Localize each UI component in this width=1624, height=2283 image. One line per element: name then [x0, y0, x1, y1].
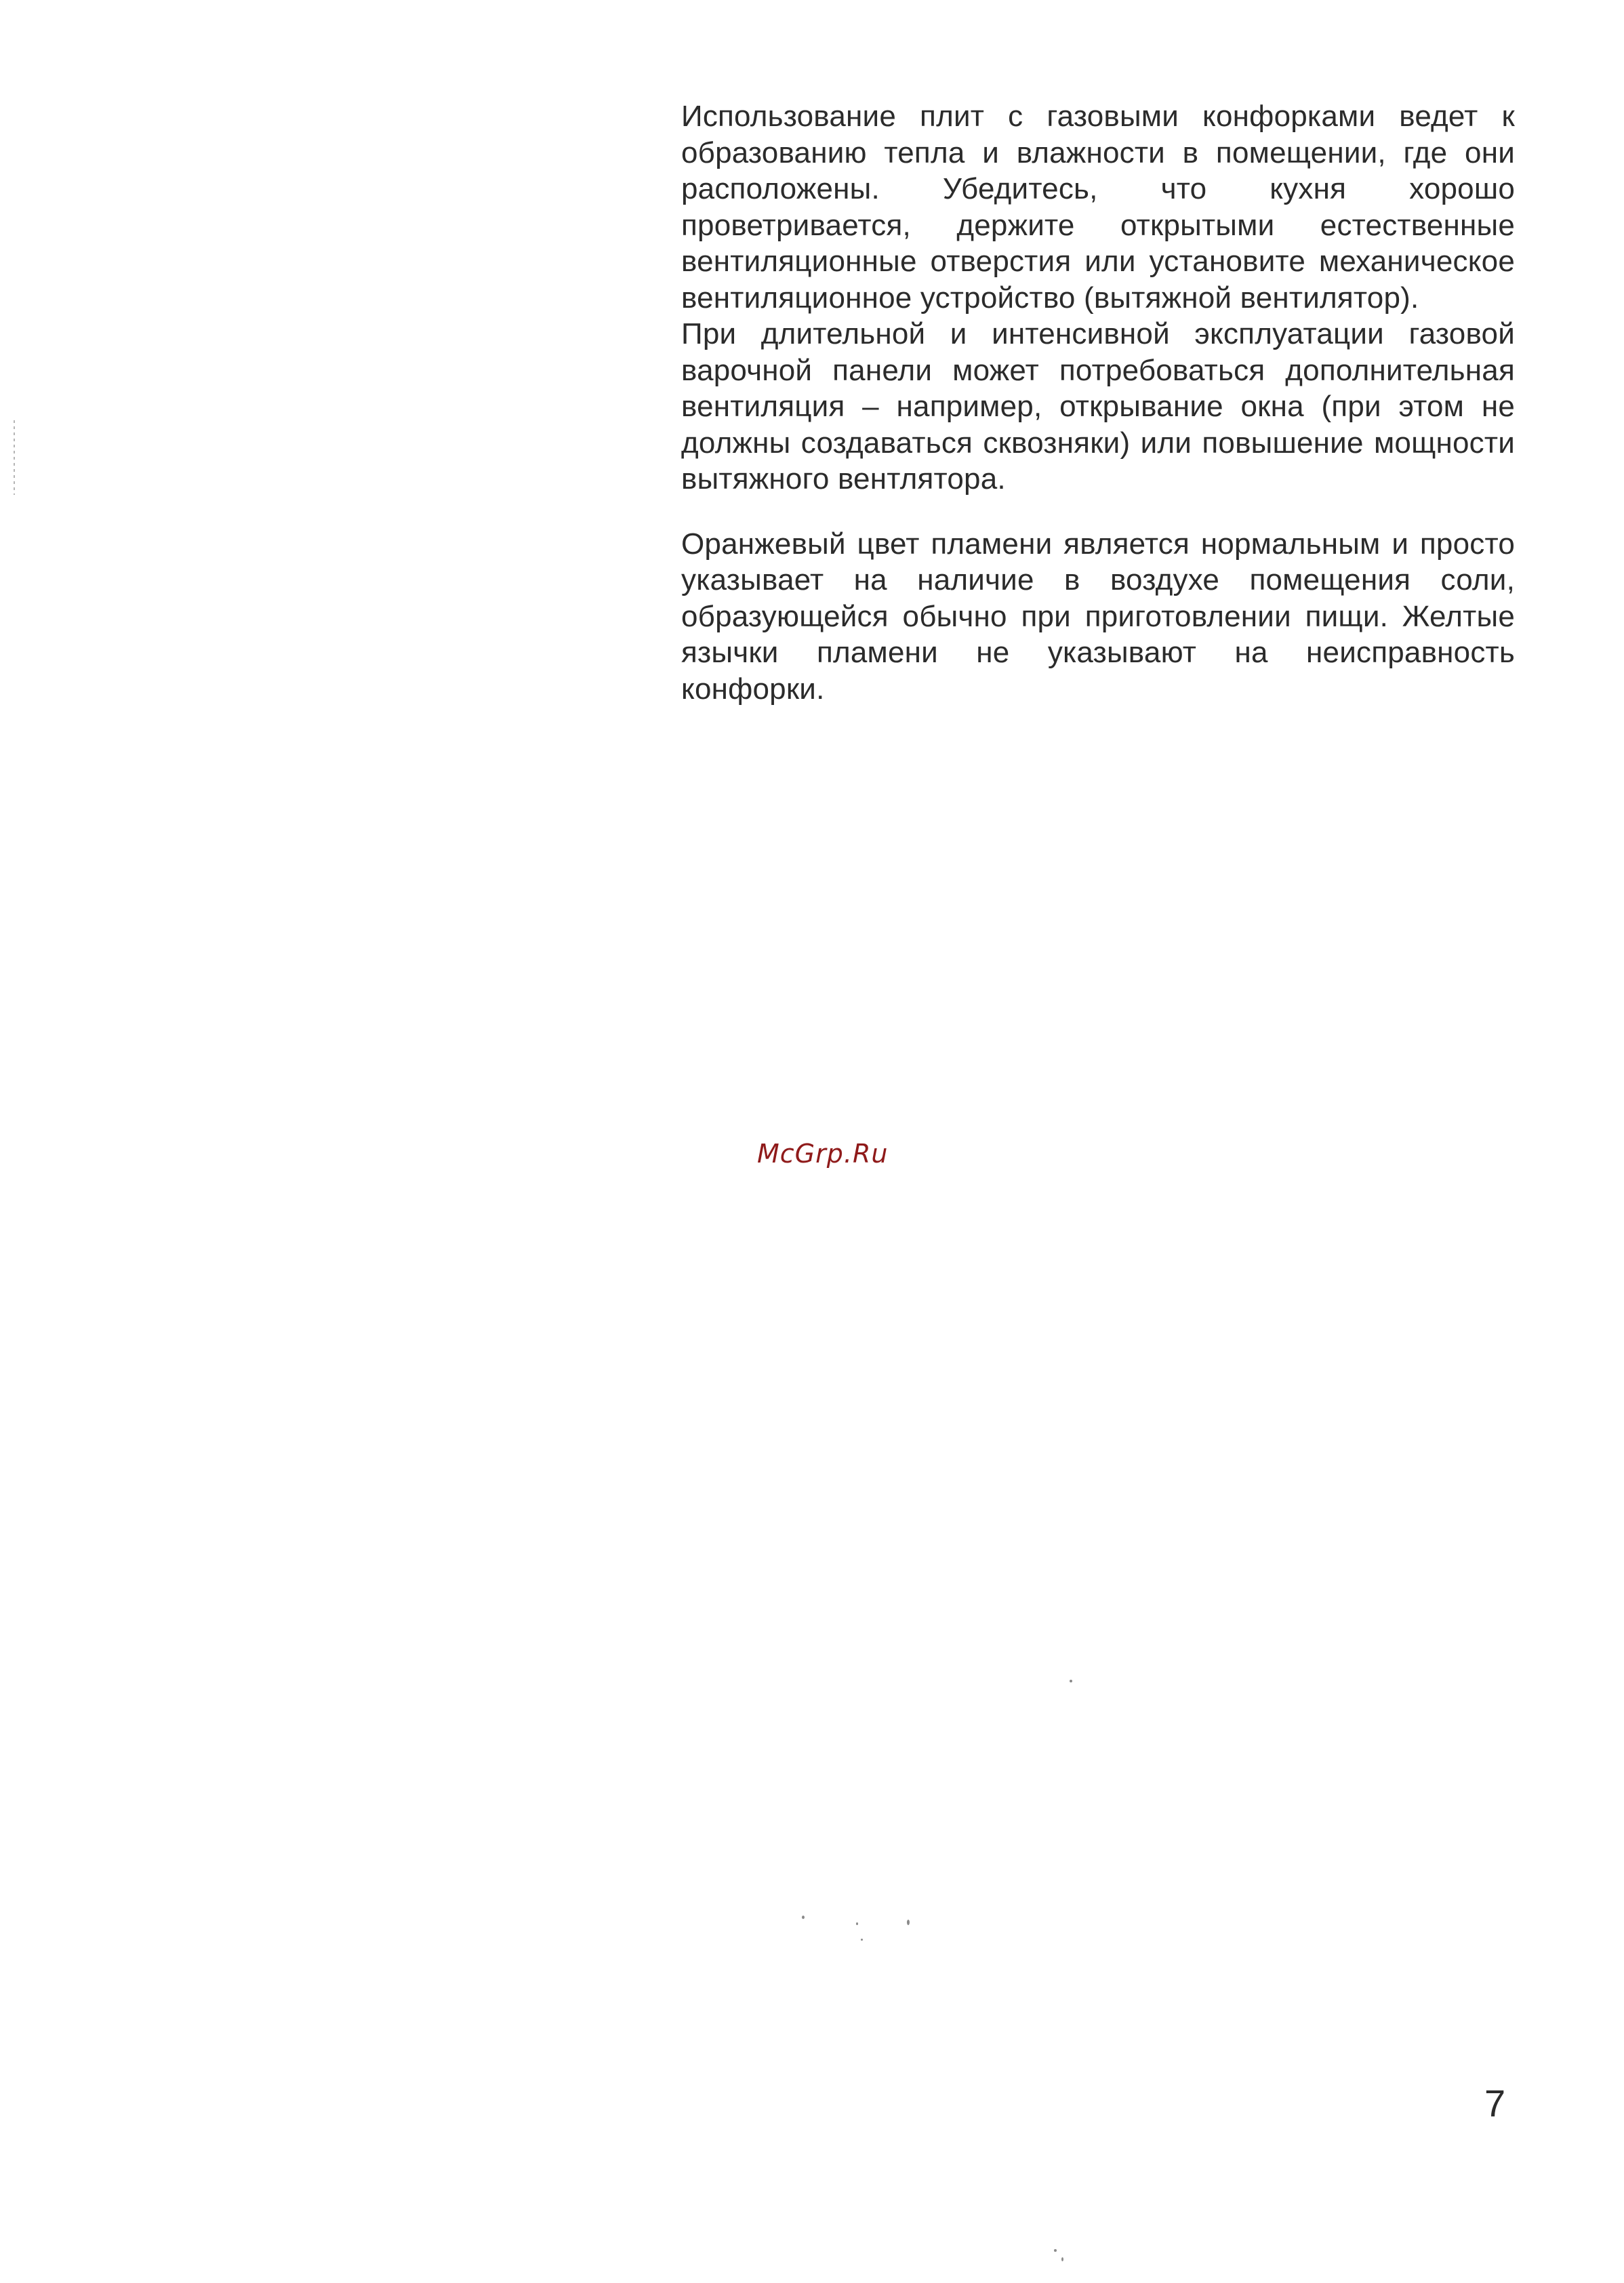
- paragraph-flame-color: Оранжевый цвет пламени является нормальным и просто указывает на наличие в воздухе помещения соли, образующейся обычно при приготовлении пищи. Желтые язычки пламени не указывают на неисправность конфорки.: [681, 527, 1515, 706]
- scan-speck: [907, 1920, 910, 1925]
- paragraph-ventilation: Использование плит с газовыми конфорками ведет к образованию тепла и влажности в помещении, где они расположены. Убедитесь, что кухня хорошо проветривается, держите открытыми естественные вентиляционные отверстия или установите механическое вентиляционное устройство (вытяжной вентилятор).: [681, 100, 1515, 315]
- scan-margin-mark: [14, 420, 15, 495]
- scan-speck: [861, 1939, 863, 1941]
- paragraph-extra-ventilation: При длительной и интенсивной эксплуатации газовой варочной панели может потребоваться дополнительная вентиляция – например, открывание окна (при этом не должны создаваться сквозняки) или повышение мощности вытяжного вентлятора.: [681, 317, 1515, 496]
- scan-speck: [1061, 2257, 1063, 2261]
- scan-speck: [802, 1916, 805, 1919]
- scan-speck: [1070, 1680, 1072, 1682]
- page-number: 7: [1484, 2082, 1506, 2124]
- text-column: [681, 98, 1515, 707]
- scan-speck: [856, 1922, 858, 1925]
- scan-speck: [1054, 2249, 1057, 2252]
- watermark: McGrp.Ru: [757, 1139, 889, 1169]
